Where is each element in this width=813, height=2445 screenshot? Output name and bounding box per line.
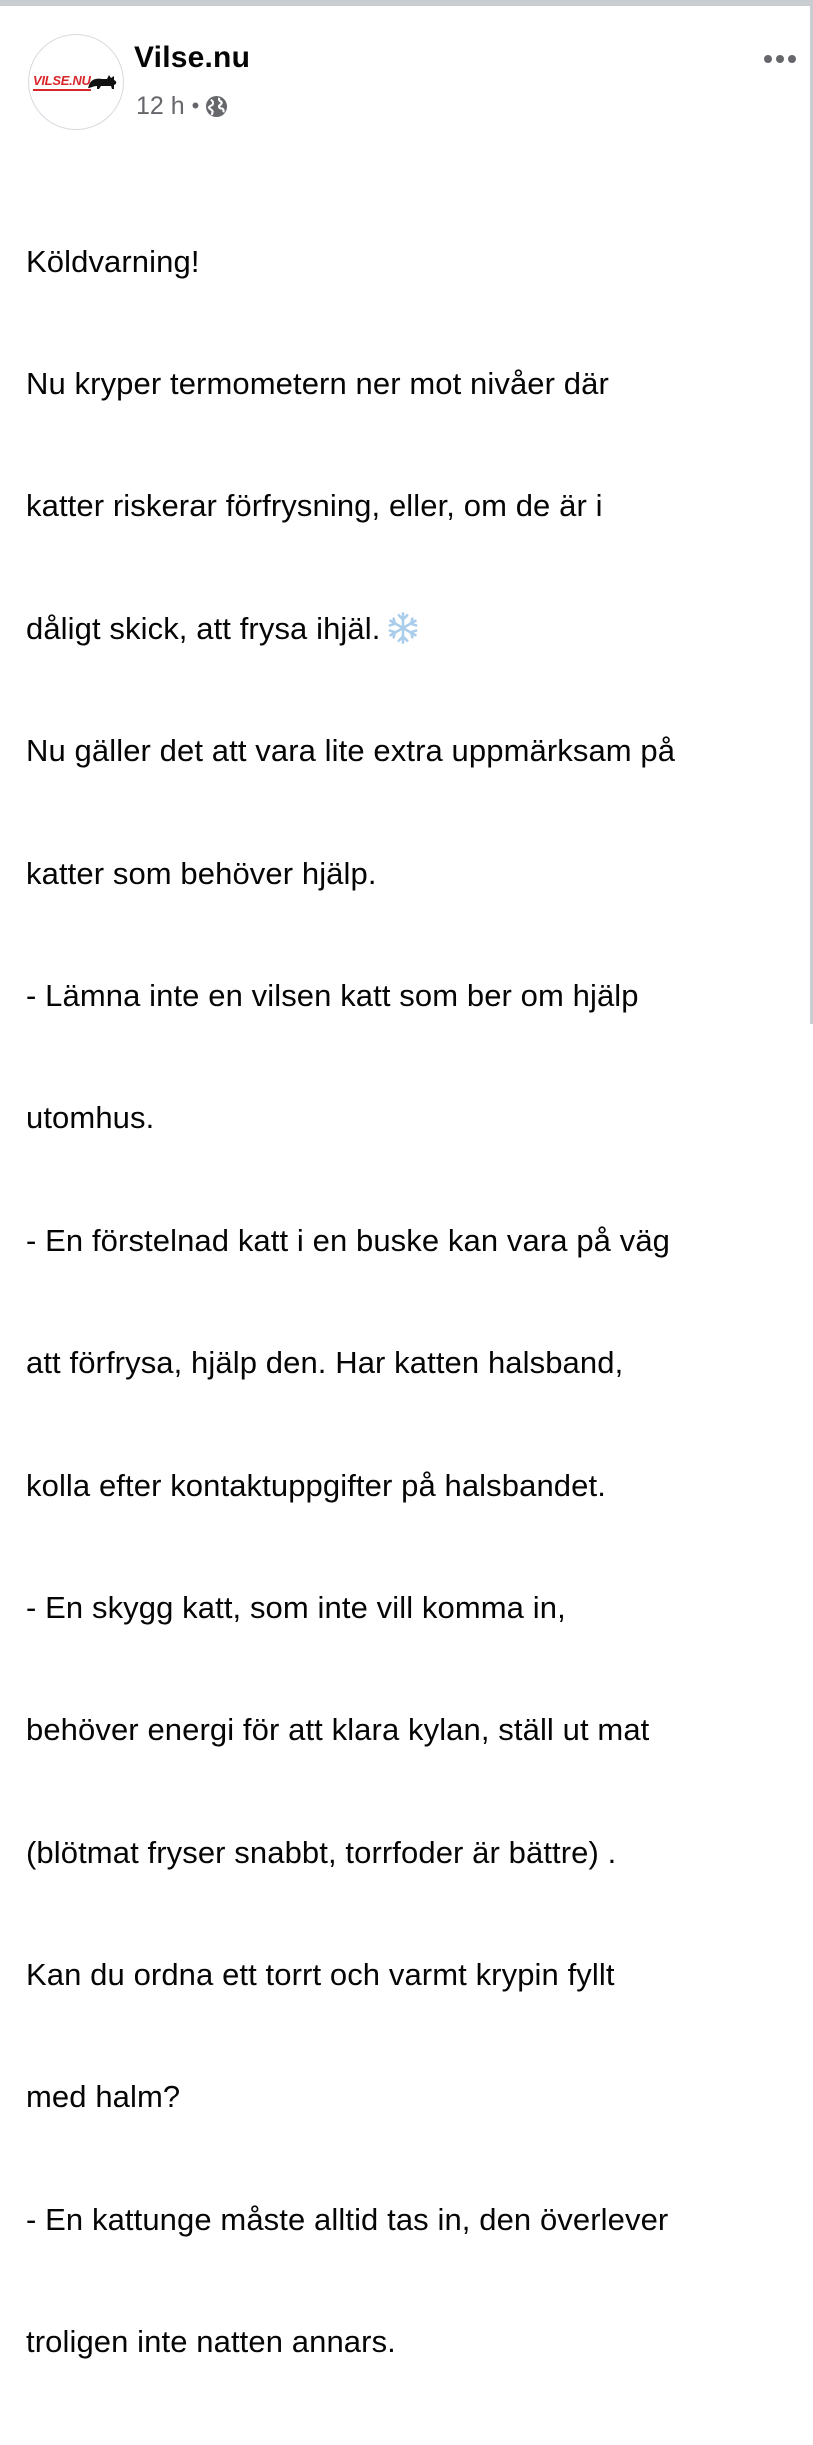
post-body-text xyxy=(26,160,796,2445)
post-line: Nu gäller det att vara lite extra uppmärksam på xyxy=(26,733,676,769)
post-line: troligen inte natten annars. xyxy=(26,2324,396,2360)
post-line: utomhus. xyxy=(26,1100,155,1136)
post-line: med halm? xyxy=(26,2079,181,2115)
post-line: katter riskerar förfrysning, eller, om de är i xyxy=(26,488,603,524)
meta-separator: • xyxy=(191,93,200,118)
post-line: - En skygg katt, som inte vill komma in, xyxy=(26,1589,566,1625)
post-meta xyxy=(136,90,228,122)
post-line: (blötmat fryser snabbt, torrfoder är bättre) . xyxy=(26,1834,617,1870)
page-avatar[interactable] xyxy=(28,34,124,130)
post-line: katter som behöver hjälp. xyxy=(26,855,377,891)
post-timestamp[interactable]: 12 h xyxy=(136,91,185,120)
cat-silhouette-icon xyxy=(87,71,119,91)
more-dot xyxy=(776,55,784,63)
snowflake-icon xyxy=(386,611,420,645)
post-line: - En kattunge måste alltid tas in, den överlever xyxy=(26,2201,669,2237)
more-options-button[interactable] xyxy=(756,42,804,76)
post-line: Nu kryper termometern ner mot nivåer där xyxy=(26,365,609,401)
post-line: Kan du ordna ett torrt och varmt krypin fyllt xyxy=(26,1957,615,1993)
post-line: - Lämna inte en vilsen katt som ber om hjälp xyxy=(26,977,639,1013)
logo-text: VILSE.NU xyxy=(33,73,91,91)
post-line-with-icon xyxy=(26,609,796,650)
post-header xyxy=(28,34,788,134)
post-line: att förfrysa, hjälp den. Har katten halsband, xyxy=(26,1345,624,1381)
post-line: behöver energi för att klara kylan, ställ ut mat xyxy=(26,1712,650,1748)
post-card xyxy=(0,6,810,2360)
post-line: dåligt skick, att frysa ihjäl. xyxy=(26,610,381,646)
vilse-logo xyxy=(33,71,119,95)
page-name-link[interactable]: Vilse.nu xyxy=(134,41,251,74)
post-line: Köldvarning! xyxy=(26,243,200,279)
post-line: - En förstelnad katt i en buske kan vara på väg xyxy=(26,1222,671,1258)
globe-icon[interactable] xyxy=(205,95,228,118)
more-dot xyxy=(788,55,796,63)
more-options-icon xyxy=(764,55,772,63)
post-line: kolla efter kontaktuppgifter på halsbandet. xyxy=(26,1467,606,1503)
